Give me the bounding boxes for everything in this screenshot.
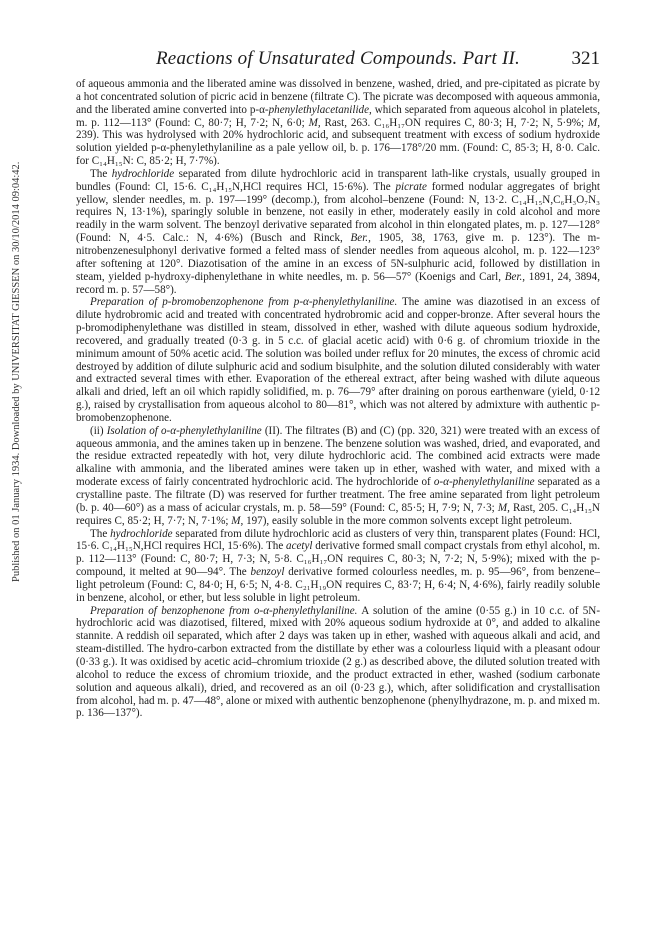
article-body	[76, 78, 600, 720]
text-run: Rast, 205. C₁₄H₁₅N requires C, 85·2; H, 7·7; N, 7·1%;	[76, 501, 601, 527]
text-run: A solution of the amine (0·55 g.) in 10 c.c. of 5N-hydrochloric acid was diazotised, filtered, mixed with 20% aqueous sodium hydroxide at 0°, and added to alkaline stannite. A reddish oil separated, which after 2 days was taken up in ether, washed with aqueous alkali and acid, and steam-distilled. The hydro-carbon extracted from the distillate by ether was a colourless liquid with a pleasant odour (0·33 g.). It was oxidised by acetic acid–chromium trioxide (2 g.) as described above, the diluted solution treated with alcohol to reduce the excess of chromium trioxide, and the product extracted in ether, washed (sodium carbonate solution and aqueous alkali), dried, and recovered as an oil (0·23 g.), which, after solidification and crystallisation from alcohol, had m. p. 47—48°, alone or mixed with authentic benzophenone (phenylhydrazone, m. p. and mixed m. p. 136—137°).	[76, 604, 601, 720]
page-number: 321	[571, 48, 600, 69]
italic-run: M,	[308, 116, 321, 129]
italic-run: Ber.,	[504, 270, 526, 283]
italic-run: M,	[231, 514, 244, 527]
italic-run: M,	[497, 501, 510, 514]
text-run: Rast, 263. C₁₆H₁₇ON requires C, 80·3; H, 7·2; N, 5·9%;	[320, 116, 588, 129]
italic-run: phenylethylacetanilide,	[268, 103, 372, 116]
download-notice: Published on 01 January 1934. Downloaded by UNIVERSITAT GIESSEN on 30/10/2014 09:04:42.	[11, 161, 22, 582]
text-run: (II). The filtrates (B) and (C) (pp. 320, 321) were treated with an excess of aqueous ammonia, and the amines taken up in benzene. The benzene solution was washed, dried, and evaporated, and the residue extracted repeatedly with hot, very dilute hydrochloric acid. The combined acid extracts were made alkaline with ammonia, and the liberated amines were taken up in ether, washed with water, and mixed with a moderate excess of fairly concentrated hydrochloric acid. The hydrochloride of	[76, 424, 601, 489]
text-run: The amine was diazotised in an excess of dilute hydrobromic acid and treated with concentrated hydrobromic acid and copper-bronze. After several hours the p-bromodiphenylethane was distilled in steam, dissolved in ether, washed with dilute aqueous sodium hydroxide, recovered, and gradually treated (0·3 g. in 5 c.c. of glacial acetic acid) with 0·6 g. of chromium trioxide in the minimum amount of 50% acetic acid. The solution was boiled under reflux for 20 minutes, the excess of chromic acid destroyed by addition of dilute sulphuric acid and sodium bisulphite, and the solution diluted considerably with water and extracted several times with ether. Evaporation of the ethereal extract, after being washed with dilute aqueous alkali and dried, left an oil which rapidly solidified, m. p. 76—79° after draining on porous earthenware (yield, 0·12 g.), raised by crystallisation from aqueous alcohol to 80—81°, which was not altered by admixture with authentic p-bromobenzophenone.	[76, 296, 600, 424]
paragraph	[76, 605, 600, 721]
text-run: separated from dilute hydrochloric acid as clusters of very thin, transparent plates (Found: HCl, 15·6. C₁₄H₁₅N,HCl requires HCl, 15·6%). The	[76, 527, 600, 553]
italic-run: hydrochloride	[111, 167, 175, 180]
italic-run: o-α-phenylethylaniline	[433, 476, 535, 489]
running-title: Reactions of Unsaturated Compounds. Part II.	[156, 48, 520, 69]
text-run: (ii)	[90, 424, 107, 437]
italic-run: picrate	[395, 180, 427, 193]
text-run: separated as a crystalline paste. The filtrate (D) was reserved for further treatment. The free amine separated from light petroleum (b. p. 40—60°) as a mass of acicular crystals, m. p. 58—59° (Found: C, 85·5; H, 7·9; N, 7·3;	[76, 476, 601, 514]
paragraph	[76, 78, 600, 168]
italic-run: hydrochloride	[110, 527, 173, 540]
text-run: derivative formed small compact crystals from ethyl alcohol, m. p. 112—113° (Found: C, 80·7; H, 7·3; N, 5·8. C₁₆H₁₇ON requires C, 80·3; N, 7·2; N, 5·9%); mixed with the p-compound, it melted at 90—94°. The	[76, 540, 600, 579]
text-run: The	[90, 167, 112, 180]
italic-run: M,	[587, 116, 600, 129]
text-run: of aqueous ammonia and the liberated amine was dissolved in benzene, washed, dried, and pre-cipitated as picrate by a hot concentrated solution of picric acid in benzene (filtrate C). The picrate was decomposed with aqueous ammonia, and the liberated amine converted into p-α-	[76, 78, 600, 116]
text-run: formed nodular aggregates of bright yellow, slender needles, m. p. 197—199° (decomp.), from alcohol–benzene (Found: N, 13·2. C₁₄H₁₅N,C₆H₃O₇N₃ requires N, 13·1%), sparingly soluble in benzene, not easily in ether, moderately easily in cold alcohol and more readily in the warm solvent. The benzoyl derivative separated from alcohol in thin elongated plates, m. p. 127—128° (Found: N, 4·5. Calc.: N, 4·6%) (Busch and Rinck,	[76, 180, 601, 245]
text-run: separated from dilute hydrochloric acid in transparent lath-like crystals, usually grouped in bundles (Found: Cl, 15·6. C₁₄H₁₅N,HCl requires HCl, 15·6%). The	[76, 167, 600, 193]
paragraph	[76, 528, 600, 605]
paragraph	[76, 296, 600, 424]
text-run: which separated from aqueous alcohol in platelets, m. p. 112—113° (Found: C, 80·7; H, 7·2; N, 6·0;	[76, 103, 600, 129]
text-run: 1891, 24, 3894, record m. p. 57—58°).	[76, 270, 600, 296]
paragraph	[76, 168, 600, 296]
paragraph	[76, 425, 600, 528]
italic-run: Preparation of benzophenone from o-α-phenylethylaniline.	[90, 604, 358, 617]
text-run: 1905, 38, 1763, give m. p. 123°). The m-nitrobenzenesulphonyl derivative formed a felted mass of slender needles from aqueous alcohol, m. p. 122—123° after softening at 120°. Diazotisation of the amine in an excess of 5N-sulphuric acid, followed by distillation in steam, yielded p-hydroxy-diphenylethane in white needles, m. p. 56—57° (Koenigs and Carl,	[76, 232, 600, 283]
text-run: 239). This was hydrolysed with 20% hydrochloric acid, and subsequent treatment with excess of sodium hydroxide solution yielded p-α-phenylethylaniline as a pale yellow oil, b. p. 176—178°/20 mm. (Found: C, 85·3; H, 8·0. Calc. for C₁₄H₁₅N: C, 85·2; H, 7·7%).	[76, 129, 600, 168]
italic-run: Isolation of o-α-phenylethylaniline	[106, 424, 262, 437]
text-run: The	[90, 527, 111, 540]
italic-run: benzoyl	[250, 566, 285, 579]
italic-run: Preparation of p-bromobenzophenone from p-α-phenylethylaniline.	[90, 296, 398, 309]
italic-run: acetyl	[286, 540, 313, 553]
italic-run: Ber.,	[350, 232, 371, 245]
text-run: derivative formed colourless needles, m. p. 95—96°, from benzene–light petroleum (Found: C, 84·0; H, 6·5; N, 4·8. C₂₁H₁₉ON requires C, 83·7; H, 6·4; N, 4·6%), fairly readily soluble in benzene, alcohol, or ether, but less soluble in light petroleum.	[76, 566, 600, 604]
page-header	[76, 48, 600, 74]
text-run: 197), easily soluble in the more common solvents except light petroleum.	[243, 514, 573, 527]
